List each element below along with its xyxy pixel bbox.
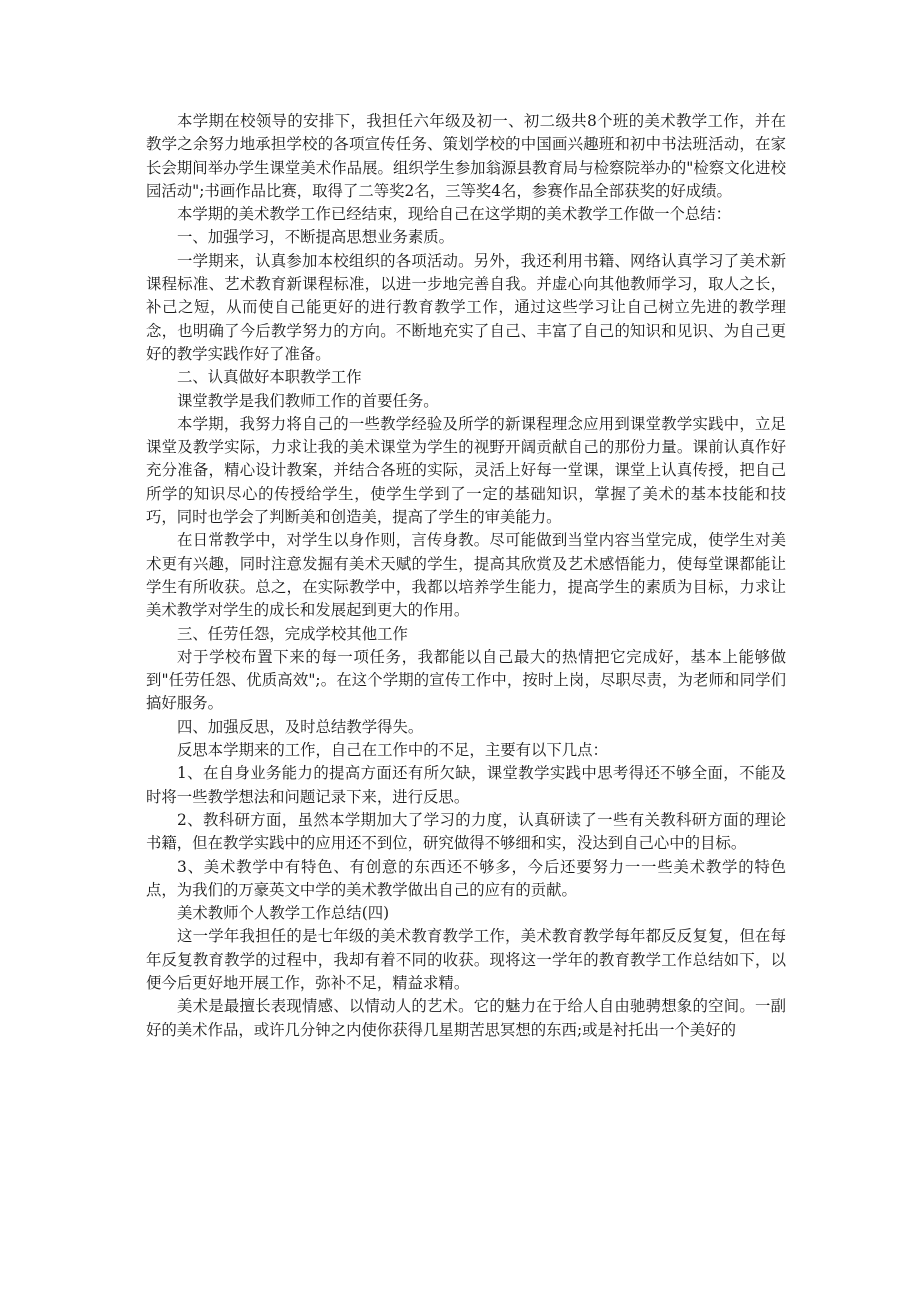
section-heading-2: 二、认真做好本职教学工作	[177, 368, 362, 387]
paragraph: 对于学校布置下来的每一项任务，我都能以自己最大的热情把它完成好，基本上能够做到"任劳任怨、优质高效";。在这个学期的宣传工作中，按时上岗，尽职尽责，为老师和同学们搞好服务。	[146, 647, 786, 713]
section-heading-1: 一、加强学习，不断提高思想业务素质。	[177, 228, 455, 247]
paragraph: 美术是最擅长表现情感、以情动人的艺术。它的魅力在于给人自由驰骋想象的空间。一副好的美术作品，或许几分钟之内使你获得几星期苦思冥想的东西;或是衬托出一个美好的	[146, 997, 786, 1039]
list-item: 1、在自身业务能力的提高方面还有所欠缺，课堂教学实践中思考得还不够全面，不能及时将一些教学想法和问题记录下来，进行反思。	[146, 764, 786, 806]
paragraph: 在日常教学中，对学生以身作则，言传身教。尽可能做到当堂内容当堂完成，使学生对美术更有兴趣，同时注意发掘有美术天赋的学生，提高其欣赏及艺术感悟能力，使每堂课都能让学生有所收获。总之，在实际教学中，我都以培养学生能力，提高学生的素质为目标，力求让美术教学对学生的成长和发展起到更大的作用。	[146, 531, 786, 620]
paragraph: 这一学年我担任的是七年级的美术教育教学工作，美术教育教学每年都反反复复，但在每年反复教育教学的过程中，我却有着不同的收获。现将这一学年的教育教学工作总结如下，以便今后更好地开展工作，弥补不足，精益求精。	[146, 927, 786, 992]
list-item: 3、美术教学中有特色、有创意的东西还不够多，今后还要努力一一些美术教学的特色点，为我们的万豪英文中学的美术教学做出自己的应有的贡献。	[146, 857, 786, 899]
document-body	[146, 110, 786, 1042]
paragraph: 课堂教学是我们教师工作的首要任务。	[177, 391, 439, 410]
paragraph: 本学期，我努力将自己的一些教学经验及所学的新课程理念应用到课堂教学实践中，立足课堂及教学实际，力求让我的美术课堂为学生的视野开阔贡献自己的那份力量。课前认真作好充分准备，精心设计教案，并结合各班的实际，灵活上好每一堂课，课堂上认真传授，把自己所学的知识尽心的传授给学生，使学生学到了一定的基础知识，掌握了美术的基本技能和技巧，同时也学会了判断美和创造美，提高了学生的审美能力。	[146, 414, 786, 527]
list-item: 2、教科研方面，虽然本学期加大了学习的力度，认真研读了一些有关教科研方面的理论书籍，但在教学实践中的应用还不到位，研究做得不够细和实，没达到自己心中的目标。	[146, 810, 786, 853]
paragraph: 反思本学期来的工作，自己在工作中的不足，主要有以下几点：	[177, 741, 608, 760]
section-heading-4: 四、加强反思，及时总结教学得失。	[177, 717, 424, 736]
paragraph: 一学期来，认真参加本校组织的各项活动。另外，我还利用书籍、网络认真学习了美术新课程标准、艺术教育新课程标准，以进一步地完善自我。并虚心向其他教师学习，取人之长，补己之短，从而使自己能更好的进行教育教学工作，通过这些学习让自己树立先进的教学理念，也明确了今后教学努力的方向。不断地充实了自己、丰富了自己的知识和见识、为自己更好的教学实践作好了准备。	[146, 251, 786, 363]
paragraph-intro: 本学期在校领导的安排下，我担任六年级及初一、初二级共8个班的美术教学工作，并在教学之余努力地承担学校的各项宣传任务、策划学校的中国画兴趣班和初中书法班活动，在家长会期间举办学生课堂美术作品展。组织学生参加翁源县教育局与检察院举办的"检察文化进校园活动";书画作品比赛，取得了二等奖2名，三等奖4名，参赛作品全部获奖的好成绩。	[146, 112, 786, 200]
section-heading-3: 三、任劳任怨，完成学校其他工作	[177, 624, 408, 643]
article-title: 美术教师个人教学工作总结(四)	[177, 904, 390, 923]
paragraph-summary-lead: 本学期的美术教学工作已经结束，现给自己在这学期的美术教学工作做一个总结：	[177, 205, 732, 224]
